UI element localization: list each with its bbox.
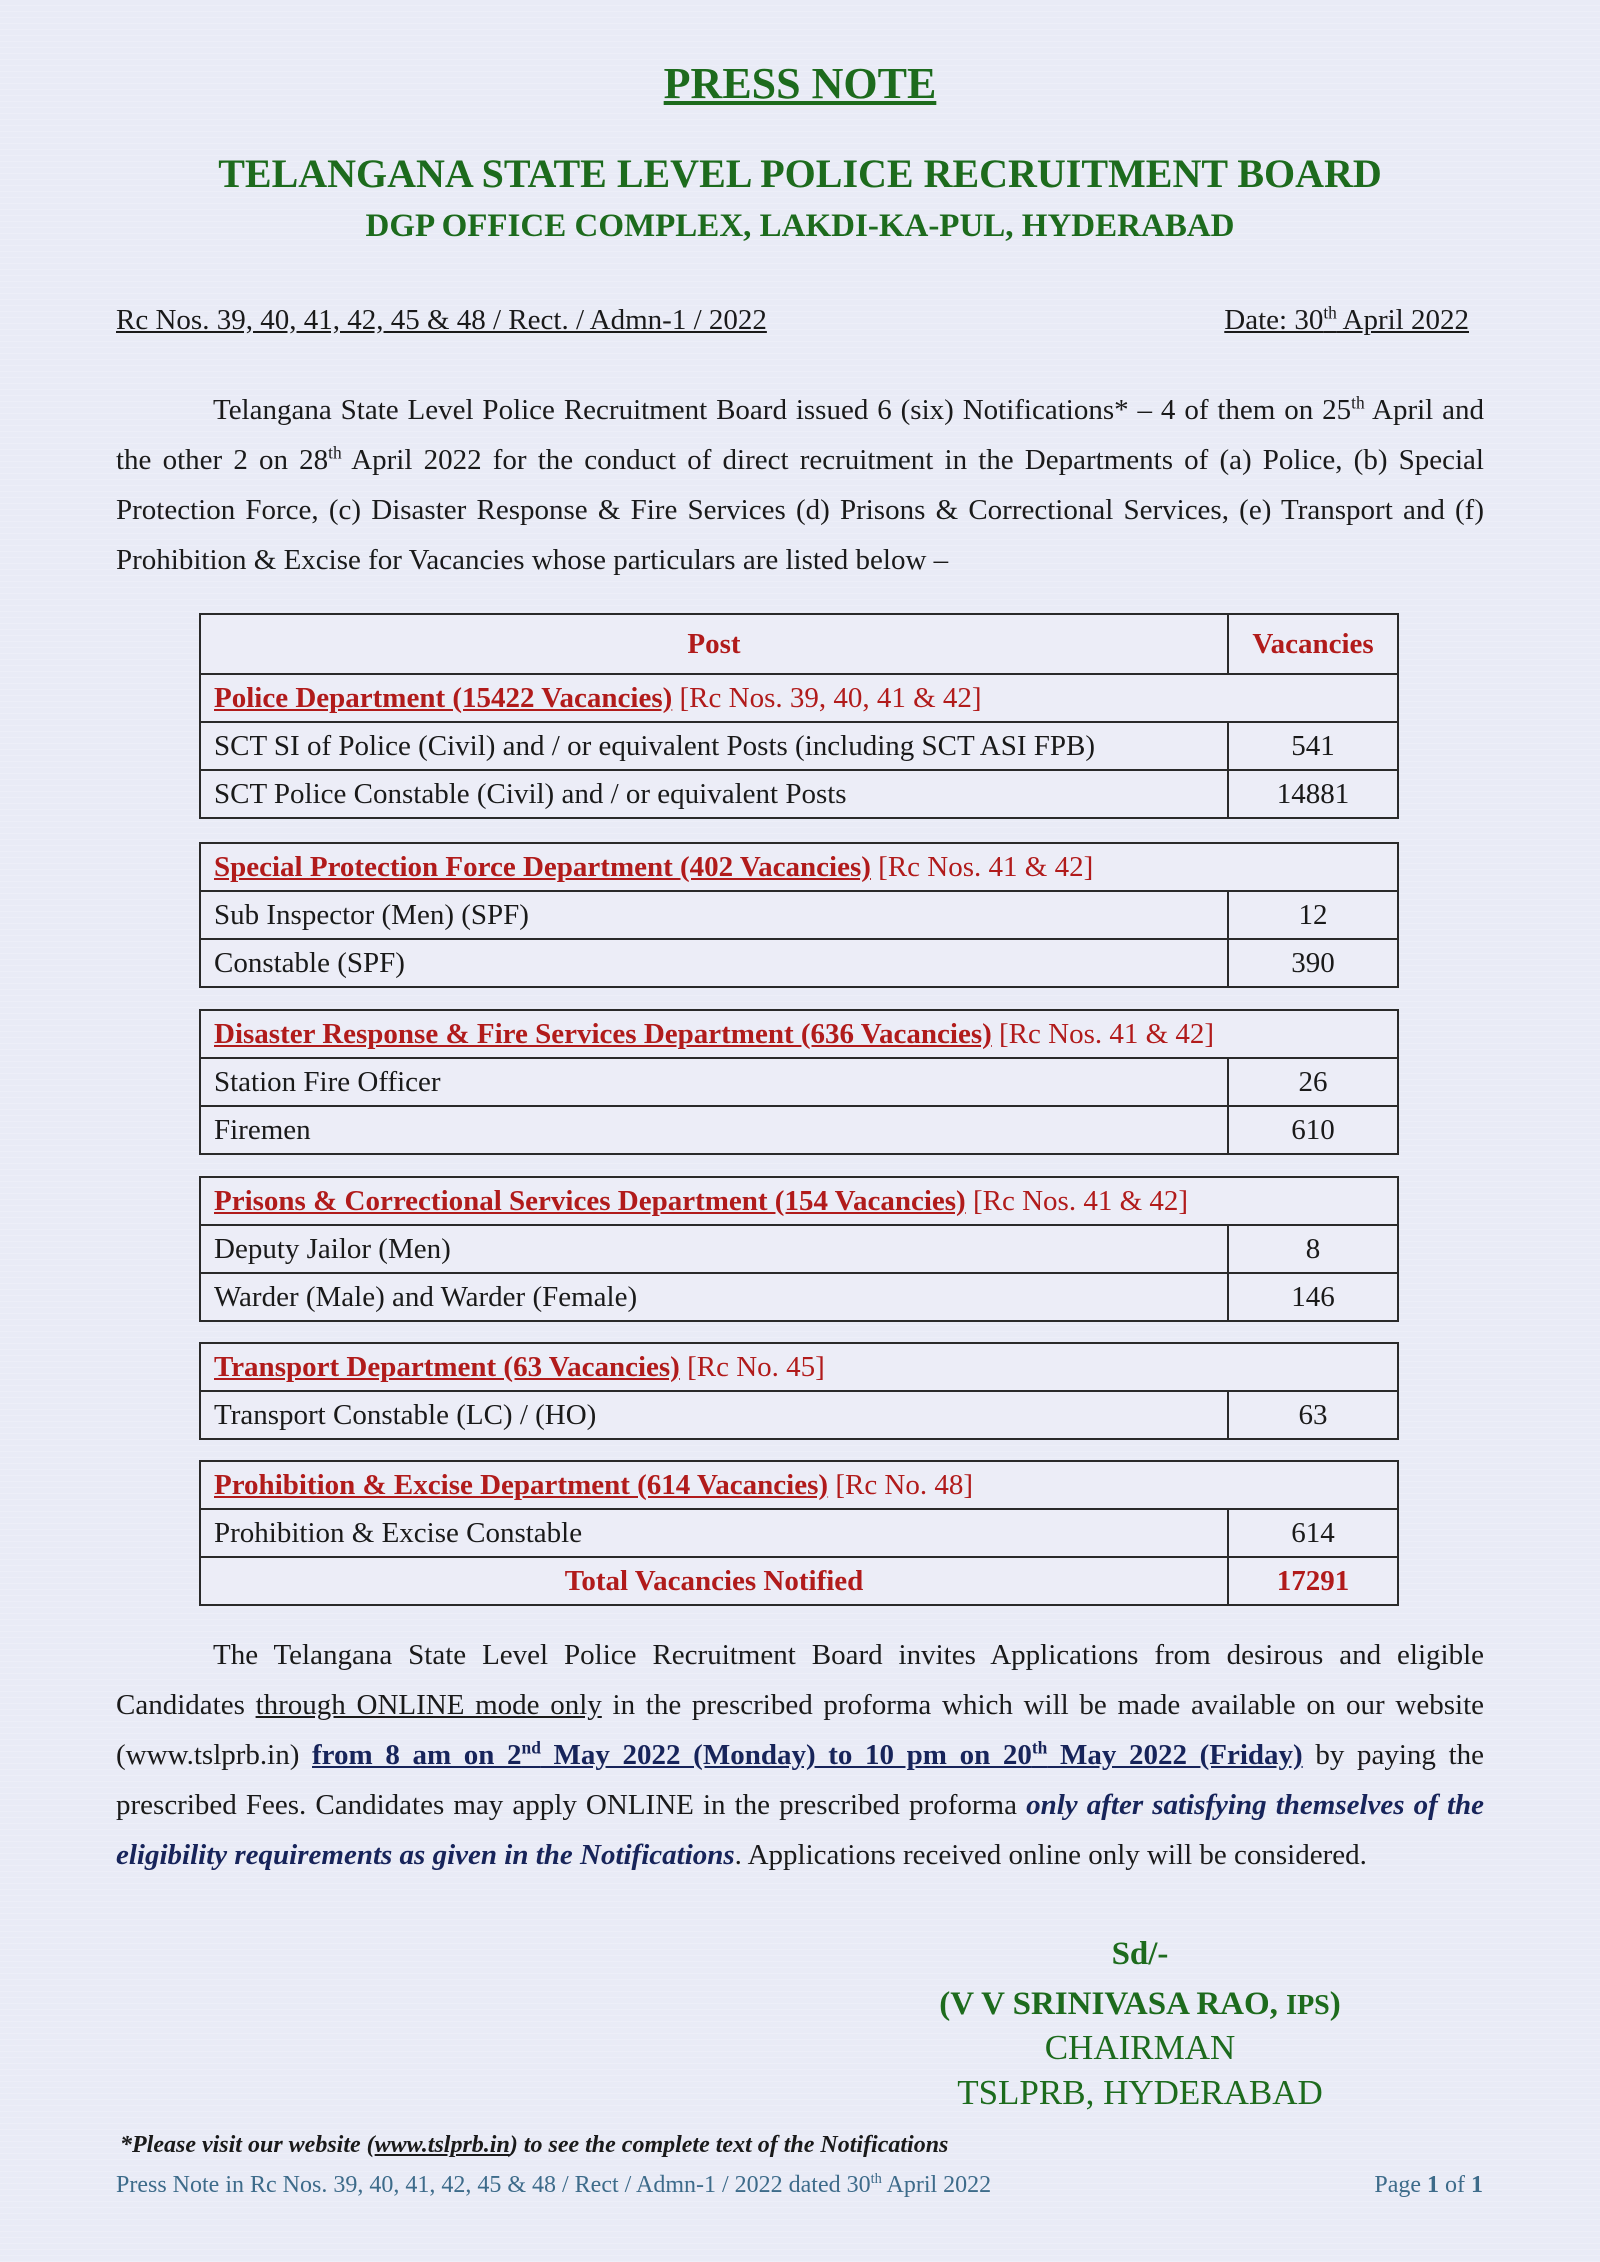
table-row bbox=[200, 1273, 1398, 1321]
section-header-row bbox=[200, 674, 1398, 722]
reference-numbers: Rc Nos. 39, 40, 41, 42, 45 & 48 / Rect. / Admn-1 / 2022 bbox=[116, 304, 767, 336]
section-label: Transport Department (63 Vacancies) bbox=[214, 1350, 680, 1383]
signatory-ips: IPS bbox=[1286, 1990, 1330, 2021]
signatory-close: ) bbox=[1329, 1986, 1341, 2022]
signatory-organization: TSLPRB, HYDERABAD bbox=[957, 2073, 1323, 2112]
vacancy-table-prisons bbox=[199, 1176, 1399, 1322]
column-header-post: Post bbox=[200, 614, 1228, 674]
total-row bbox=[200, 1557, 1398, 1605]
vacancies-cell: 63 bbox=[1228, 1391, 1398, 1439]
eligibility-emphasis: only after satisfying themselves of the eligibility requirements as given in the Notifications bbox=[116, 1789, 1485, 1871]
section-reference: [Rc No. 45] bbox=[679, 1350, 825, 1383]
vacancies-cell: 12 bbox=[1228, 891, 1398, 939]
press-note-title: PRESS NOTE bbox=[663, 59, 937, 108]
section-title bbox=[200, 843, 1398, 891]
post-cell: SCT Police Constable (Civil) and / or equivalent Posts bbox=[200, 770, 1228, 818]
website-note-text-b: ) to see the complete text of the Notifications bbox=[509, 2132, 949, 2158]
signatory-name bbox=[830, 1986, 1450, 2023]
section-title bbox=[200, 1461, 1398, 1509]
footer-reference bbox=[116, 2172, 991, 2199]
press-note-date bbox=[1224, 304, 1469, 337]
post-cell: Sub Inspector (Men) (SPF) bbox=[200, 891, 1228, 939]
page-total: 1 bbox=[1471, 2172, 1483, 2198]
total-value: 17291 bbox=[1228, 1557, 1398, 1605]
vacancies-cell: 610 bbox=[1228, 1106, 1398, 1154]
section-label: Disaster Response & Fire Services Department (636 Vacancies) bbox=[214, 1017, 992, 1050]
date-suffix: April 2022 bbox=[1336, 304, 1469, 336]
intro-sup-1: th bbox=[1351, 392, 1365, 413]
vacancy-table-excise bbox=[199, 1460, 1399, 1606]
footer-ref-sup: th bbox=[870, 2171, 882, 2187]
section-header-row bbox=[200, 1010, 1398, 1058]
vacancies-cell: 541 bbox=[1228, 722, 1398, 770]
section-header-row bbox=[200, 843, 1398, 891]
section-reference: [Rc Nos. 41 & 42] bbox=[991, 1017, 1215, 1050]
intro-paragraph bbox=[116, 385, 1484, 585]
section-title bbox=[200, 1177, 1398, 1225]
window-end: May 2022 (Friday) bbox=[1047, 1739, 1303, 1771]
section-label: Police Department (15422 Vacancies) bbox=[214, 681, 673, 714]
section-reference: [Rc Nos. 39, 40, 41 & 42] bbox=[672, 681, 982, 714]
date-prefix: Date: 30 bbox=[1224, 304, 1324, 336]
board-address-heading: DGP OFFICE COMPLEX, LAKDI-KA-PUL, HYDERABAD bbox=[365, 208, 1235, 244]
section-header-row bbox=[200, 1461, 1398, 1509]
vacancy-table-fire bbox=[199, 1009, 1399, 1155]
table-header-row bbox=[200, 614, 1398, 674]
table-row bbox=[200, 1391, 1398, 1439]
apply-text-1: The Telangana State Level Police Recruitment Board invites Applications from desirous and eligible Candidates bbox=[116, 1639, 1484, 1721]
table-row bbox=[200, 1509, 1398, 1557]
section-reference: [Rc Nos. 41 & 42] bbox=[965, 1184, 1189, 1217]
vacancies-cell: 614 bbox=[1228, 1509, 1398, 1557]
application-window bbox=[312, 1739, 1303, 1771]
page-of: of bbox=[1439, 2172, 1471, 2198]
post-cell: SCT SI of Police (Civil) and / or equivalent Posts (including SCT ASI FPB) bbox=[200, 722, 1228, 770]
footer-ref-text-b: April 2022 bbox=[881, 2172, 992, 2198]
section-title bbox=[200, 1343, 1398, 1391]
post-cell: Station Fire Officer bbox=[200, 1058, 1228, 1106]
intro-text-1: Telangana State Level Police Recruitment Board issued 6 (six) Notifications* – 4 of them on 25 bbox=[213, 394, 1352, 426]
table-row bbox=[200, 939, 1398, 987]
column-header-vacancies: Vacancies bbox=[1228, 614, 1398, 674]
table-row bbox=[200, 722, 1398, 770]
page-word: Page bbox=[1374, 2172, 1427, 2198]
website-note-text-a: *Please visit our website ( bbox=[120, 2132, 375, 2158]
window-sup-start: nd bbox=[521, 1737, 541, 1758]
post-cell: Constable (SPF) bbox=[200, 939, 1228, 987]
signatory-name-text: (V V SRINIVASA RAO, bbox=[939, 1986, 1287, 2022]
intro-sup-2: th bbox=[328, 442, 342, 463]
table-row bbox=[200, 1058, 1398, 1106]
online-mode-text: through ONLINE mode only bbox=[255, 1689, 602, 1721]
section-title bbox=[200, 674, 1398, 722]
window-sup-end: th bbox=[1031, 1737, 1048, 1758]
website-note bbox=[120, 2132, 948, 2159]
signature-sd: Sd/- bbox=[1111, 1936, 1169, 1972]
application-paragraph bbox=[116, 1630, 1484, 1880]
section-header-row bbox=[200, 1177, 1398, 1225]
vacancies-cell: 390 bbox=[1228, 939, 1398, 987]
table-row bbox=[200, 1106, 1398, 1154]
section-header-row bbox=[200, 1343, 1398, 1391]
post-cell: Firemen bbox=[200, 1106, 1228, 1154]
table-row bbox=[200, 891, 1398, 939]
section-title bbox=[200, 1010, 1398, 1058]
apply-text-7: by paying the prescribed Fees. Candidates may apply ONLINE in the prescribed proforma bbox=[116, 1739, 1484, 1821]
window-mid: May 2022 (Monday) to 10 pm on 20 bbox=[540, 1739, 1032, 1771]
section-reference: [Rc Nos. 41 & 42] bbox=[870, 850, 1094, 883]
vacancy-table-spf bbox=[199, 842, 1399, 988]
post-cell: Warder (Male) and Warder (Female) bbox=[200, 1273, 1228, 1321]
section-reference: [Rc No. 48] bbox=[828, 1468, 974, 1501]
section-label: Prohibition & Excise Department (614 Vacancies) bbox=[214, 1468, 829, 1501]
intro-text-2: April and the other 2 on 28 bbox=[116, 394, 1484, 476]
total-label: Total Vacancies Notified bbox=[200, 1557, 1228, 1605]
vacancies-cell: 26 bbox=[1228, 1058, 1398, 1106]
board-name-heading: TELANGANA STATE LEVEL POLICE RECRUITMENT BOARD bbox=[218, 151, 1382, 196]
post-cell: Prohibition & Excise Constable bbox=[200, 1509, 1228, 1557]
vacancy-table-transport bbox=[199, 1342, 1399, 1440]
intro-text-3: April 2022 for the conduct of direct recruitment in the Departments of (a) Police, (b) Special Protection Force, (c) Disaster Response & Fire Services (d) Prisons & Correctional Services, (e) Transport and (f) Prohibition & Excise for Vacancies whose particulars are listed below – bbox=[116, 444, 1484, 576]
footer-ref-text-a: Press Note in Rc Nos. 39, 40, 41, 42, 45 & 48 / Rect / Admn-1 / 2022 dated 30 bbox=[116, 2172, 871, 2198]
apply-text-9: . Applications received online only will be considered. bbox=[734, 1839, 1367, 1871]
vacancy-table-police bbox=[199, 613, 1399, 819]
website-link[interactable]: www.tslprb.in bbox=[374, 2132, 510, 2158]
section-label: Prisons & Correctional Services Department (154 Vacancies) bbox=[214, 1184, 966, 1217]
table-row bbox=[200, 1225, 1398, 1273]
date-sup: th bbox=[1323, 302, 1337, 323]
section-label: Special Protection Force Department (402 Vacancies) bbox=[214, 850, 871, 883]
page-number bbox=[1374, 2172, 1483, 2199]
page-current: 1 bbox=[1427, 2172, 1439, 2198]
vacancies-cell: 146 bbox=[1228, 1273, 1398, 1321]
table-row bbox=[200, 770, 1398, 818]
vacancies-cell: 14881 bbox=[1228, 770, 1398, 818]
apply-text-3: in the prescribed proforma which will be made available on our website (www.tslprb.in) bbox=[116, 1689, 1485, 1771]
signatory-role: CHAIRMAN bbox=[1044, 2028, 1236, 2067]
window-start: from 8 am on 2 bbox=[312, 1739, 522, 1771]
vacancies-cell: 8 bbox=[1228, 1225, 1398, 1273]
post-cell: Deputy Jailor (Men) bbox=[200, 1225, 1228, 1273]
post-cell: Transport Constable (LC) / (HO) bbox=[200, 1391, 1228, 1439]
